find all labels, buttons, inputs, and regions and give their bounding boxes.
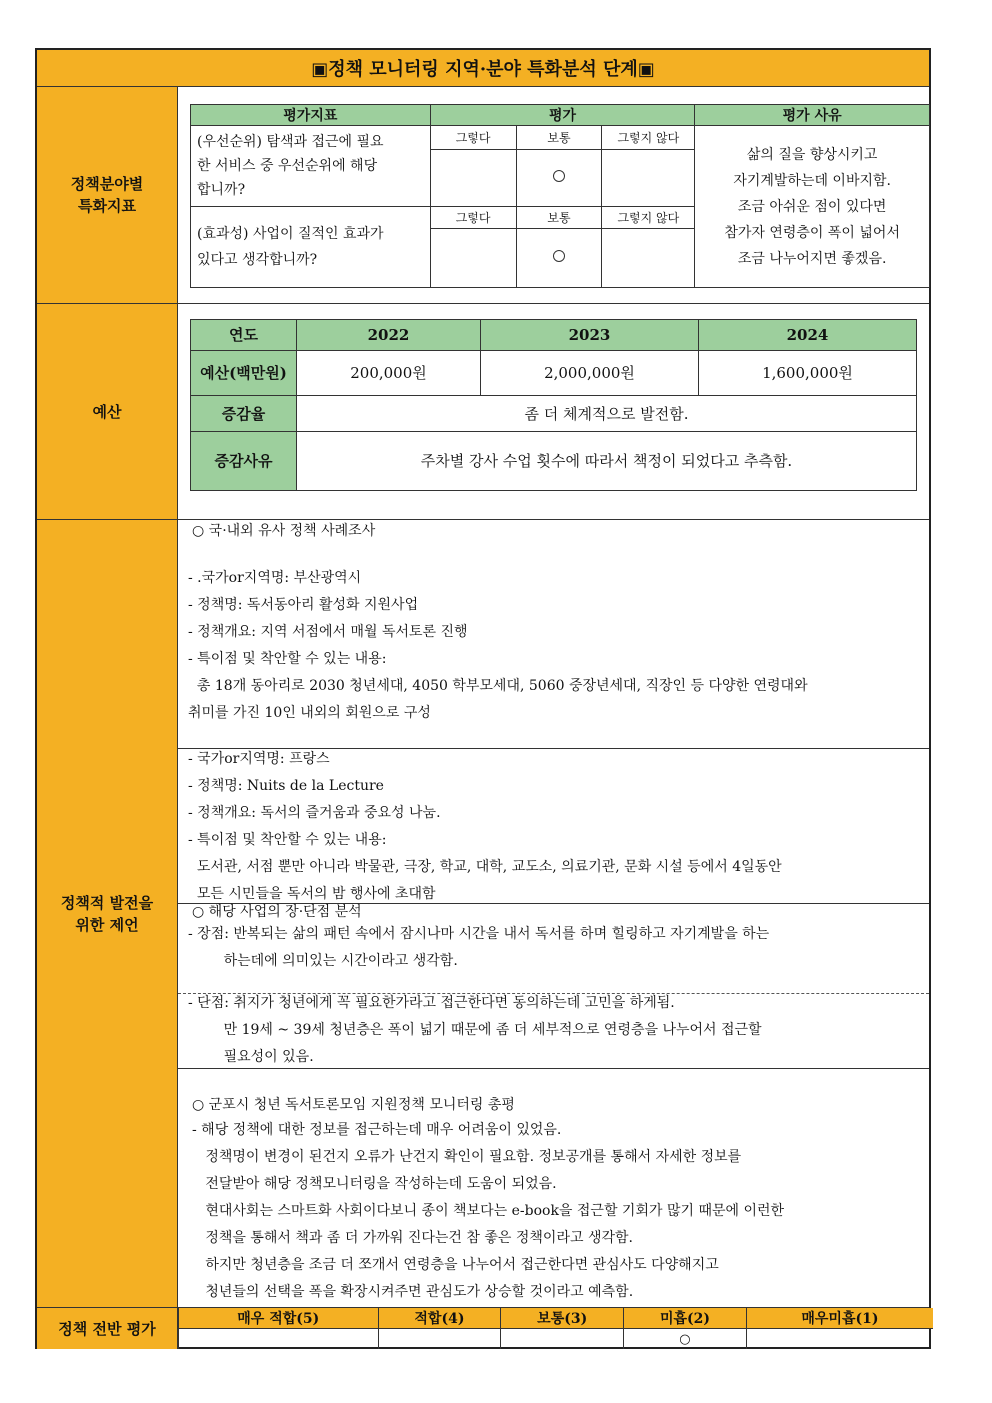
weakness-block: - 단점: 취지가 청년에게 꼭 필요한가라고 접근한다면 동의하는데 고민을 하게됨. 만 19세 ~ 39세 청년층은 폭이 넓기 때문에 좀 더 세부적으로 연령층을 나누어서 접근할 필요성이 있음.	[188, 995, 762, 1065]
indicator-label	[37, 87, 178, 303]
year-2023: 2023	[481, 320, 699, 351]
amount-2022: 200,000원	[297, 350, 481, 395]
answer-very-suitable[interactable]	[179, 1329, 379, 1349]
scale-no: 그렇지 않다	[602, 126, 695, 150]
scale-yes: 그렇다	[430, 207, 516, 229]
scale-yes: 그렇다	[430, 126, 516, 150]
change-reason-label: 증감사유	[191, 431, 297, 490]
answer-yes[interactable]	[430, 150, 516, 207]
review-block: - 해당 정책에 대한 정보를 접근하는데 매우 어려움이 있었음. 정책명이 변경이 된건지 오류가 난건지 확인이 필요함. 정보공개를 통해서 자세한 정보를 전달받아 해당 정책모니터링을 작성하는데 도움이 되었음. 현대사회는 스마트화 사회이다보니 종이 책보다는 e-book을 접근할 기회가 많기 때문에 이런한 정책을 통해서 책과 좀 더 가까워 진다는건 참 좋은 정책이라고 생각함. 하지만 청년층을 조금 더 쪼개서 연령층을 나누어서 접근한다면 관심사도 다양해지고 청년들의 선택을 폭을 확장시켜주면 관심도가 상승할 것이라고 예측함.	[192, 1122, 785, 1300]
answer-neutral-selected[interactable]	[516, 150, 602, 207]
review-heading: ○ 군포시 청년 독서토론모임 지원정책 모니터링 총평	[192, 1097, 515, 1113]
budget-section	[37, 304, 929, 520]
option-suitable: 적합(4)	[378, 1308, 501, 1329]
option-very-suitable: 매우 적합(5)	[179, 1308, 379, 1329]
answer-neutral-selected[interactable]	[516, 229, 602, 288]
proposal-label-text: 정책적 발전을 위한 제언	[60, 893, 154, 934]
case1-block: - .국가or지역명: 부산광역시 - 정책명: 독서동아리 활성화 지원사업 - 정책개요: 지역 서점에서 매월 독서토론 진행 - 특이점 및 착안할 수 있는 내용: 총 18개 동아리로 2030 청년세대, 4050 학부모세대, 5060 중장년세대, 직장인 등 다양한 연령대와 취미를 가진 10인 내외의 회원으로 구성	[188, 570, 808, 721]
case-heading: ○ 국·내외 유사 정책 사례조사	[192, 523, 376, 539]
overall-label: 정책 전반 평가	[37, 1308, 178, 1349]
amount-2023: 2,000,000원	[481, 350, 699, 395]
case2-block: - 국가or지역명: 프랑스 - 정책명: Nuits de la Lecture - 정책개요: 독서의 즐거움과 중요성 나눔. - 특이점 및 착안할 수 있는 내용: 도서관, 서점 뿐만 아니라 박물관, 극장, 학교, 대학, 교도소, 의료기관, 문화 시설 등에서 4일동안 모든 시민들을 독서의 밤 행사에 초대함	[188, 751, 782, 902]
selected-mark-icon	[553, 170, 565, 182]
answer-no[interactable]	[602, 229, 695, 288]
proposal-label	[37, 520, 178, 1307]
evaluation-reason: 삶의 질을 향상시키고 자기계발하는데 이바지함. 조금 아쉬운 점이 있다면 참가자 연령층이 폭이 넓어서 조금 나누어지면 좋겠음.	[695, 126, 930, 288]
year-2024: 2024	[698, 320, 916, 351]
overall-section	[37, 1308, 929, 1349]
year-2022: 2022	[297, 320, 481, 351]
reason-header: 평가 사유	[695, 105, 930, 126]
answer-no[interactable]	[602, 150, 695, 207]
change-rate-label: 증감율	[191, 395, 297, 431]
answer-suitable[interactable]	[378, 1329, 501, 1349]
change-reason-value: 주차별 강사 수업 횟수에 따라서 책정이 되었다고 추측함.	[297, 431, 917, 490]
indicator-section	[37, 87, 929, 304]
evaluation-header: 평가	[430, 105, 695, 126]
selected-mark-icon	[553, 250, 565, 262]
answer-very-insufficient[interactable]	[746, 1329, 933, 1349]
indicator-header: 평가지표	[191, 105, 431, 126]
scale-neutral: 보통	[516, 207, 602, 229]
amount-label: 예산(백만원)	[191, 350, 297, 395]
policy-monitoring-form	[35, 48, 931, 1349]
indicator-table	[190, 104, 930, 288]
proposal-section	[37, 520, 929, 1308]
answer-yes[interactable]	[430, 229, 516, 288]
overall-table	[178, 1308, 933, 1349]
budget-table	[190, 319, 917, 491]
strength-block: - 장점: 반복되는 삶의 패턴 속에서 잠시나마 시간을 내서 독서를 하며 힐링하고 자기계발을 하는 하는데에 의미있는 시간이라고 생각함.	[188, 926, 770, 969]
question-effectiveness: (효과성) 사업이 질적인 효과가 있다고 생각합니까?	[191, 207, 431, 288]
budget-label: 예산	[37, 304, 178, 519]
change-rate-value: 좀 더 체계적으로 발전함.	[297, 395, 917, 431]
page-title: ▣정책 모니터링 지역·분야 특화분석 단계▣	[37, 50, 929, 87]
question-priority: (우선순위) 탐색과 접근에 필요 한 서비스 중 우선순위에 해당 합니까?	[191, 126, 431, 207]
analysis-heading: ○ 해당 사업의 장·단점 분석	[192, 904, 362, 920]
option-normal: 보통(3)	[501, 1308, 624, 1329]
indicator-label-text: 정책분야별 특화지표	[70, 175, 144, 215]
scale-neutral: 보통	[516, 126, 602, 150]
answer-insufficient-selected[interactable]: ○	[624, 1329, 747, 1349]
amount-2024: 1,600,000원	[698, 350, 916, 395]
option-very-insufficient: 매우미흡(1)	[746, 1308, 933, 1329]
scale-no: 그렇지 않다	[602, 207, 695, 229]
answer-normal[interactable]	[501, 1329, 624, 1349]
divider	[178, 1068, 929, 1069]
year-label: 연도	[191, 320, 297, 351]
option-insufficient: 미흡(2)	[624, 1308, 747, 1329]
